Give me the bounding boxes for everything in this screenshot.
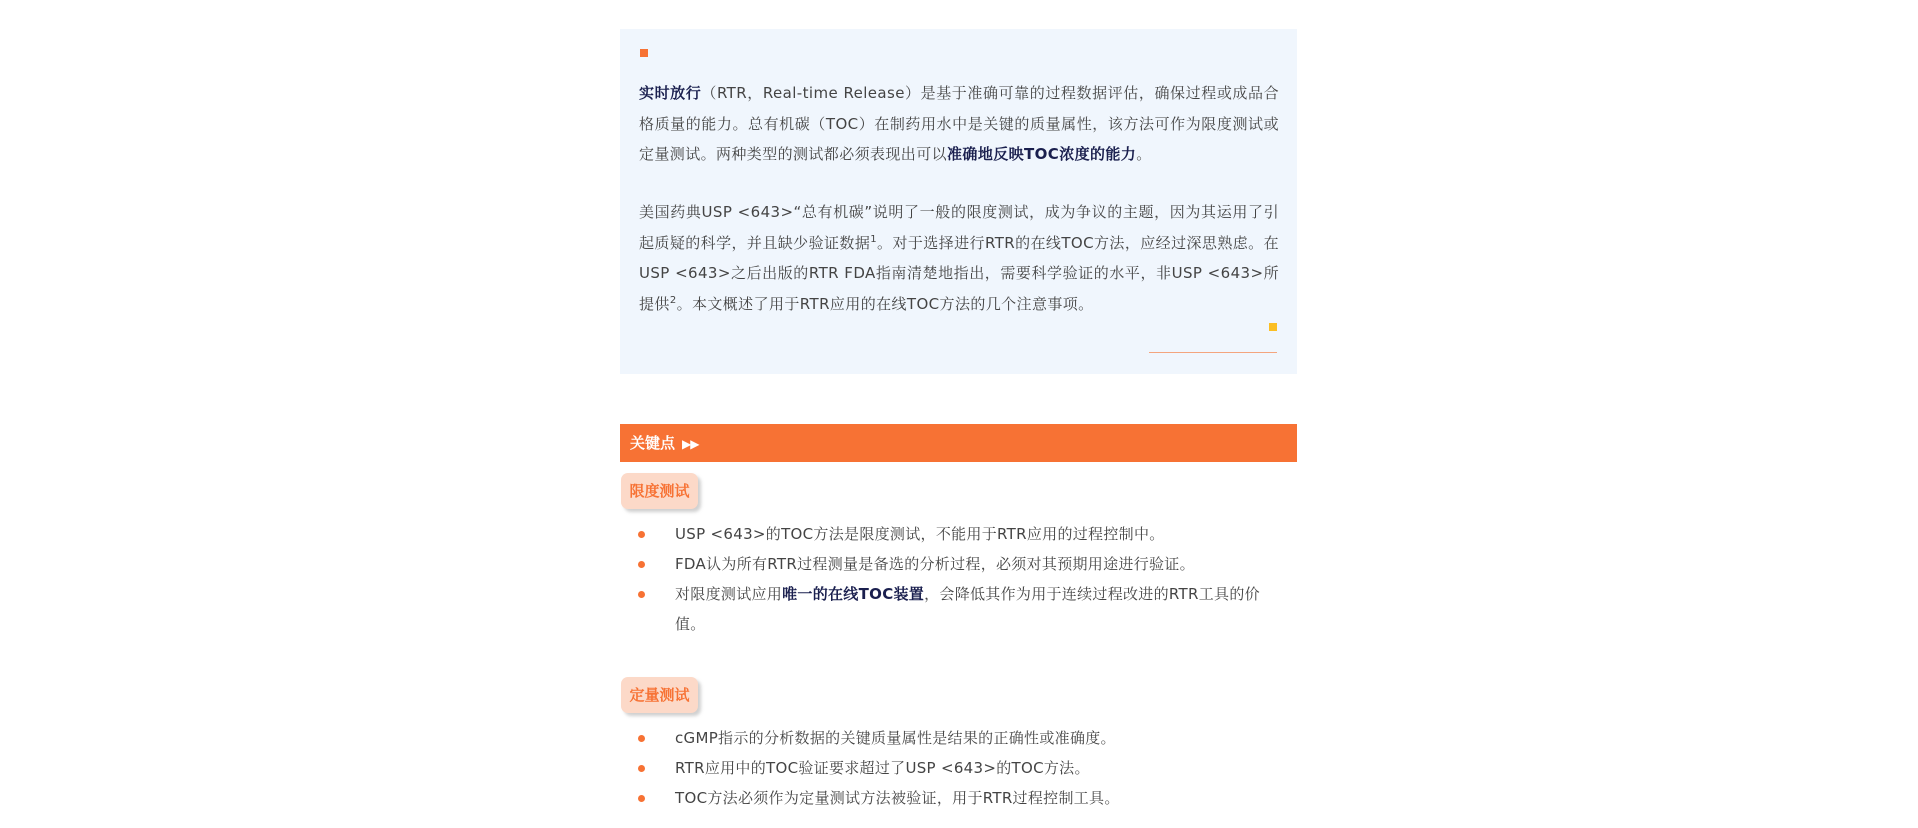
intro-paragraph-rtr-end: 。 bbox=[1136, 145, 1152, 163]
intro-paragraph-rtr-text: （RTR，Real-time Release）是基于准确可靠的过程数据评估，确保过程或成品合格质量的能力。总有机碳（TOC）在制药用水中是关键的质量属性，该方法可作为限度测试或定量测试。两种类型的测试都必须表现出可以 bbox=[639, 84, 1279, 163]
bullet-dot-icon bbox=[638, 735, 645, 742]
footnote-ref-1: 1 bbox=[870, 233, 878, 245]
list-item-text: cGMP指示的分析数据的关键质量属性是结果的正确性或准确度。 bbox=[675, 729, 1116, 747]
list-item-text-pre: 对限度测试应用 bbox=[675, 585, 783, 603]
rtr-term: 实时放行 bbox=[639, 84, 702, 102]
list-item bbox=[620, 579, 1297, 639]
bullet-dot-icon bbox=[638, 765, 645, 772]
list-item bbox=[620, 753, 1297, 783]
limit-test-tag: 限度测试 bbox=[621, 473, 698, 509]
intro-card bbox=[620, 29, 1297, 374]
list-item bbox=[620, 549, 1297, 579]
orange-divider-line bbox=[1149, 352, 1277, 353]
key-points-header bbox=[620, 424, 1297, 462]
bullet-dot-icon bbox=[638, 795, 645, 802]
double-arrow-icon: ▶▶ bbox=[682, 437, 699, 451]
list-item-text: FDA认为所有RTR过程测量是备选的分析过程，必须对其预期用途进行验证。 bbox=[675, 555, 1195, 573]
list-item bbox=[620, 783, 1297, 813]
yellow-square-decoration bbox=[1269, 323, 1277, 331]
bullet-dot-icon bbox=[638, 591, 645, 598]
list-item-text: RTR应用中的TOC验证要求超过了USP <643>的TOC方法。 bbox=[675, 759, 1090, 777]
toc-emphasis: 准确地反映TOC浓度的能力 bbox=[947, 145, 1137, 163]
intro-paragraph-usp-text-c: 。本文概述了用于RTR应用的在线TOC方法的几个注意事项。 bbox=[676, 294, 1094, 313]
list-item-text: USP <643>的TOC方法是限度测试，不能用于RTR应用的过程控制中。 bbox=[675, 525, 1165, 543]
intro-paragraph-usp-text-b: 。对于选择进行RTR的在线TOC方法，应经过深思熟虑。在USP <643>之后出版的RTR FDA指南清楚地指出，需要科学验证的水平，非USP <643>所提供 bbox=[639, 233, 1279, 313]
bullet-dot-icon bbox=[638, 561, 645, 568]
limit-test-list bbox=[620, 519, 1297, 639]
intro-paragraph-usp-text-a: 美国药典USP <643>“总有机碳”说明了一般的限度测试，成为争议的主题，因为其运用了引起质疑的科学，并且缺少验证数据 bbox=[639, 203, 1279, 252]
intro-paragraph-usp bbox=[639, 197, 1279, 319]
quantitative-test-list bbox=[620, 723, 1297, 813]
key-points-title: 关键点 bbox=[630, 434, 676, 452]
quantitative-test-tag: 定量测试 bbox=[621, 677, 698, 713]
orange-square-decoration bbox=[640, 49, 648, 57]
list-item bbox=[620, 723, 1297, 753]
bullet-dot-icon bbox=[638, 531, 645, 538]
online-toc-emphasis: 唯一的在线TOC装置 bbox=[782, 585, 925, 603]
intro-paragraph-rtr bbox=[639, 78, 1279, 170]
list-item-text-post: ，会降低其作为用于连续过程改进的RTR工具的价值。 bbox=[675, 585, 1260, 633]
list-item-text: TOC方法必须作为定量测试方法被验证，用于RTR过程控制工具。 bbox=[675, 789, 1120, 807]
list-item bbox=[620, 519, 1297, 549]
footnote-ref-2: 2 bbox=[669, 294, 677, 306]
